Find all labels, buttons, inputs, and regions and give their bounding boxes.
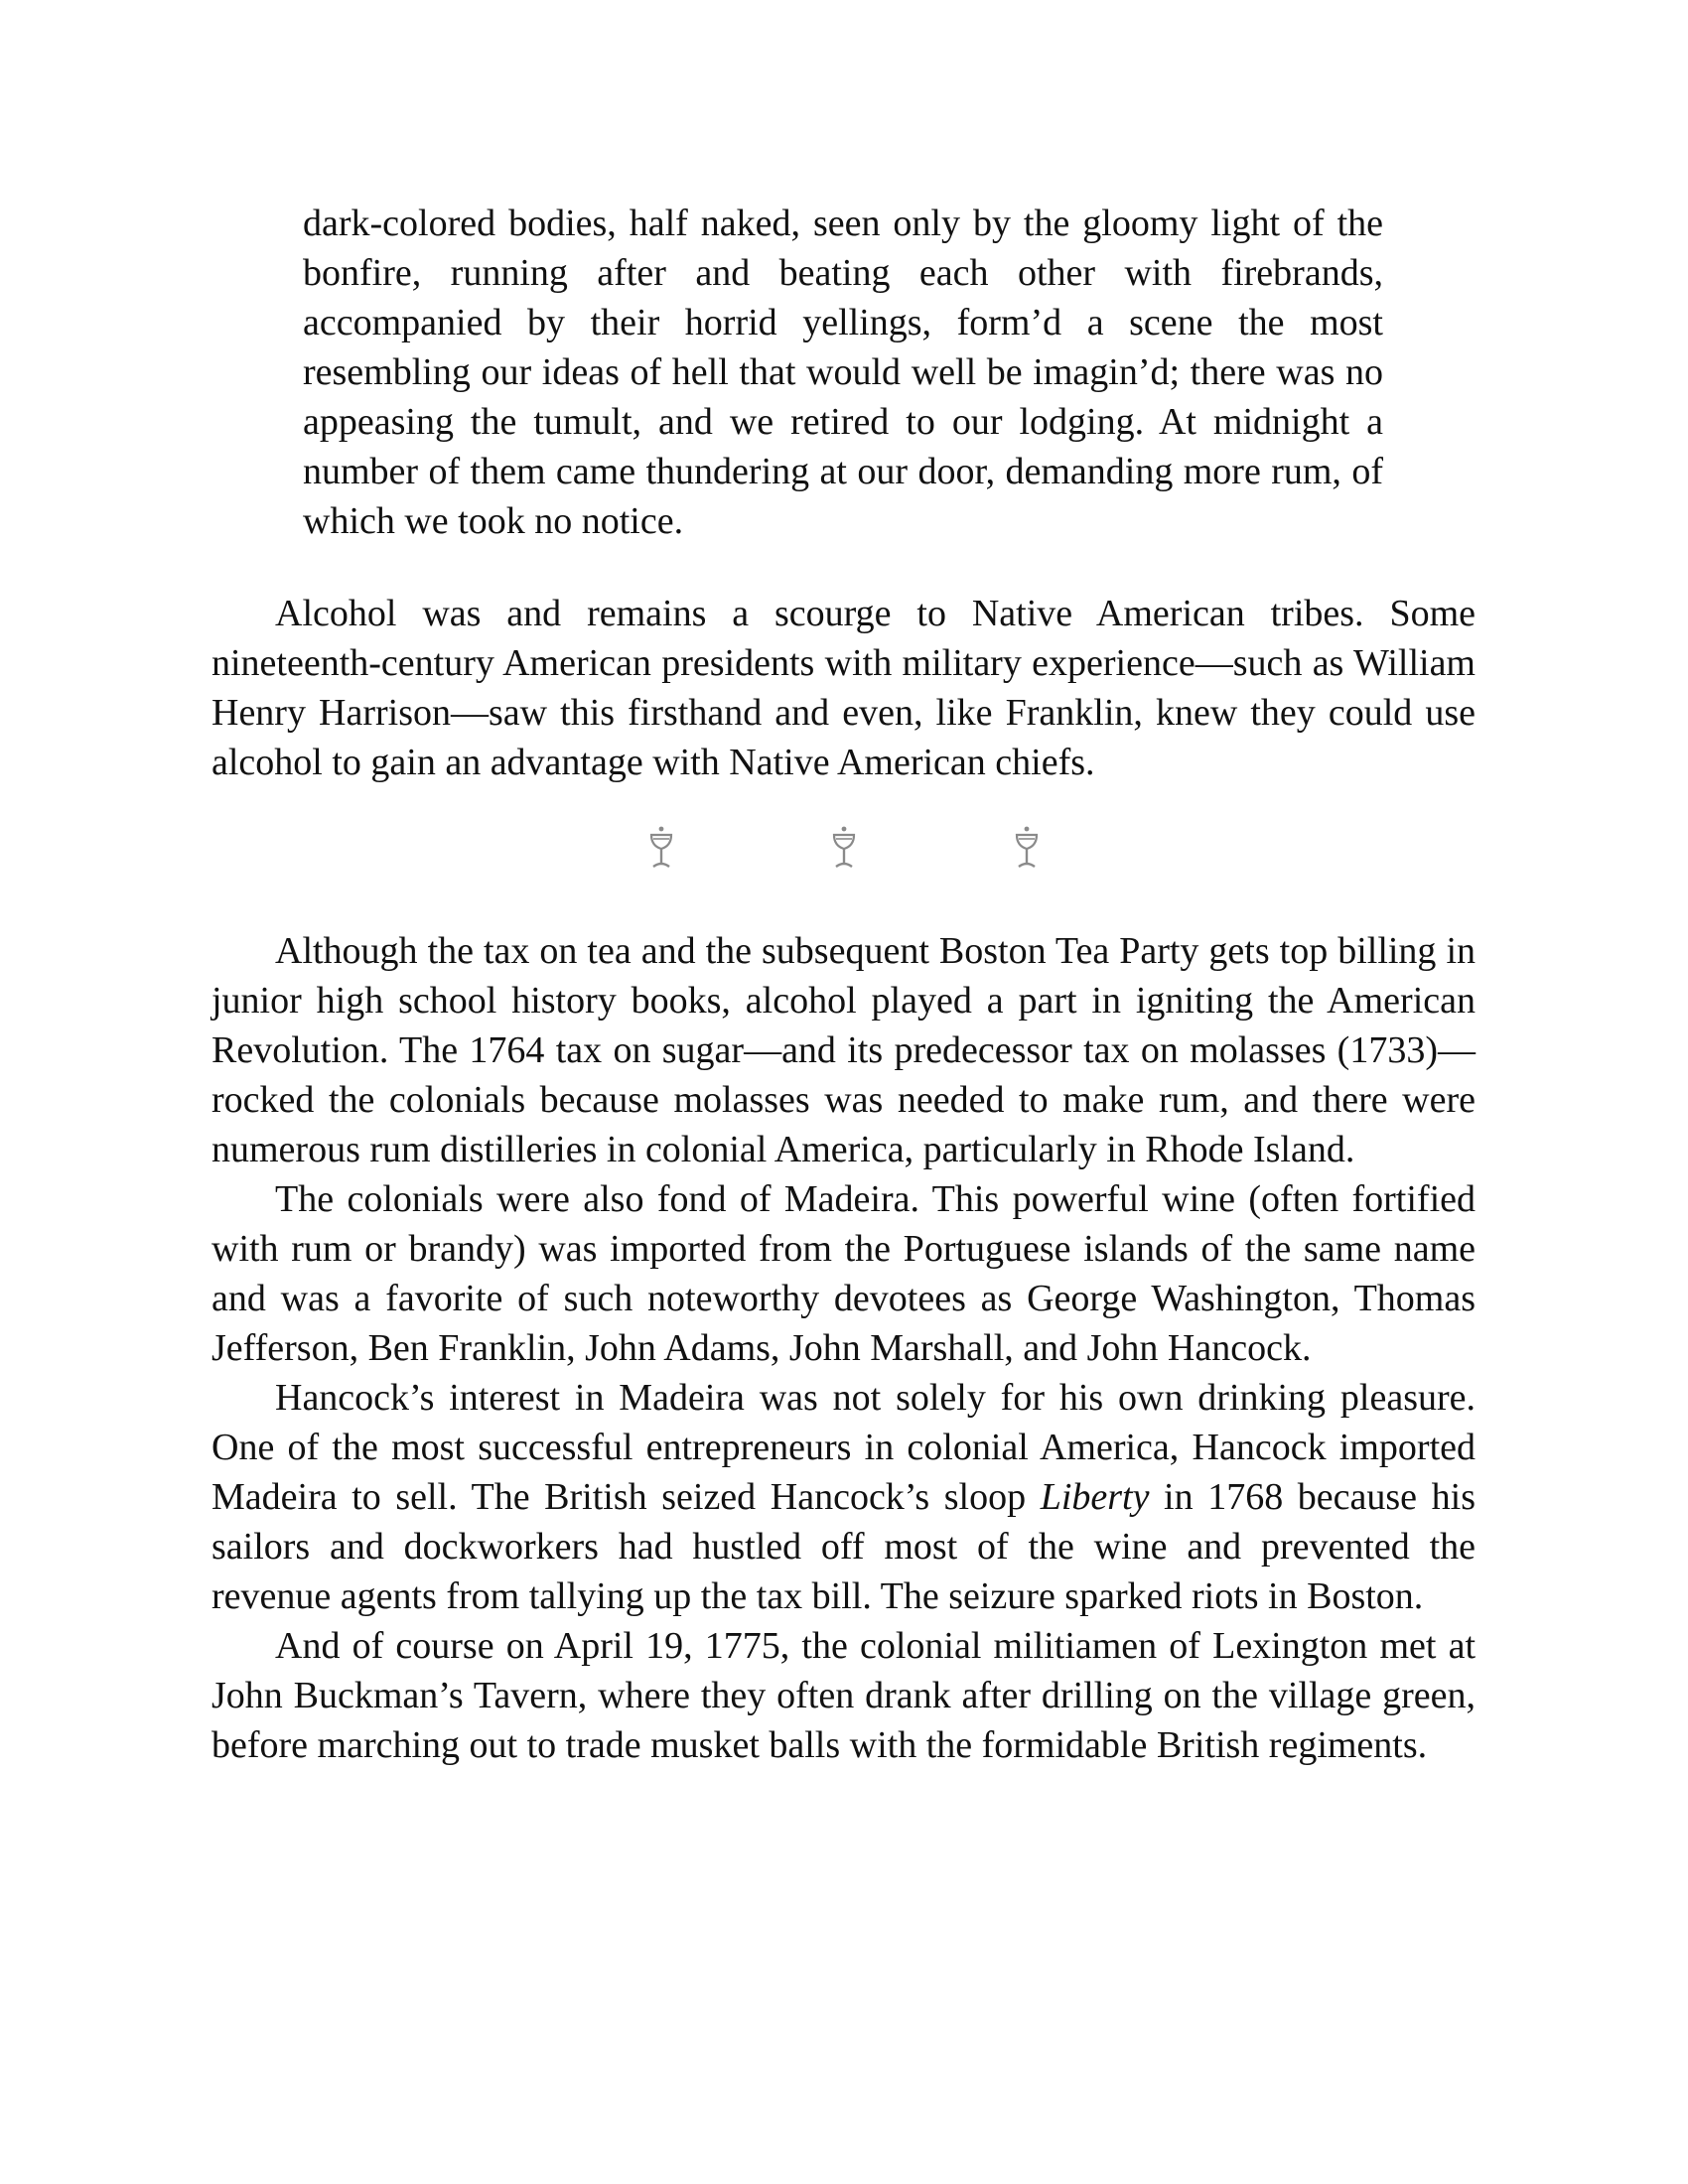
section-break-ornaments — [0, 826, 1688, 874]
body-section-alcohol-native-americans — [211, 589, 1476, 787]
paragraph-tax-on-sugar: Although the tax on tea and the subsequent Boston Tea Party gets top billing in junior high school history books, alcohol played a part in igniting the American Revolution. The 1764 tax on sugar—and its predecessor tax on molasses (1733)—rocked the colonials because molasses was needed to make rum, and there were numerous rum distilleries in colonial America, particularly in Rhode Island. — [211, 930, 1476, 1170]
wine-glass-icon — [1010, 826, 1044, 872]
wine-glass-icon — [827, 826, 861, 872]
hancock-text-before: Hancock’s interest in Madeira was not solely for his own drinking pleasure. One of the most successful entrepreneurs in colonial America, Hancock imported Madeira to sell. The British seized Hancock’s sloop — [211, 1377, 1476, 1518]
paragraph-hancock — [211, 1373, 1476, 1621]
block-quote — [303, 199, 1383, 546]
quote-paragraph: dark-colored bodies, half naked, seen only by the gloomy light of the bonfire, running after and beating each other with firebrands, accompanied by their horrid yellings, form’d a scene the most resembling our ideas of hell that would well be imagin’d; there was no appeasing the tumult, and we retired to our lodging. At midnight a number of them came thundering at our door, demanding more rum, of which we took no notice. — [303, 203, 1383, 542]
paragraph-madeira: The colonials were also fond of Madeira. This powerful wine (often fortified with rum or brandy) was imported from the Portuguese islands of the same name and was a favorite of such noteworthy devotees as George Washington, Thomas Jefferson, Ben Franklin, John Adams, John Marshall, and John Hancock. — [211, 1178, 1476, 1369]
paragraph-lexington: And of course on April 19, 1775, the colonial militiamen of Lexington met at John Buckman’s Tavern, where they often drank after drilling on the village green, before marching out to trade musket balls with the formidable British regiments. — [211, 1625, 1476, 1766]
paragraph-alcohol-scourge: Alcohol was and remains a scourge to Native American tribes. Some nineteenth-century American presidents with military experience—such as William Henry Harrison—saw this firsthand and even, like Franklin, knew they could use alcohol to gain an advantage with Native American chiefs. — [211, 593, 1476, 783]
body-section-revolution — [211, 926, 1476, 1770]
ship-name-liberty: Liberty — [1040, 1476, 1150, 1518]
wine-glass-icon — [644, 826, 678, 872]
hancock-text-after: in 1768 because his sailors and dockworkers had hustled off most of the wine and prevented the revenue agents from tallying up the tax bill. The seizure sparked riots in Boston. — [211, 1476, 1476, 1617]
